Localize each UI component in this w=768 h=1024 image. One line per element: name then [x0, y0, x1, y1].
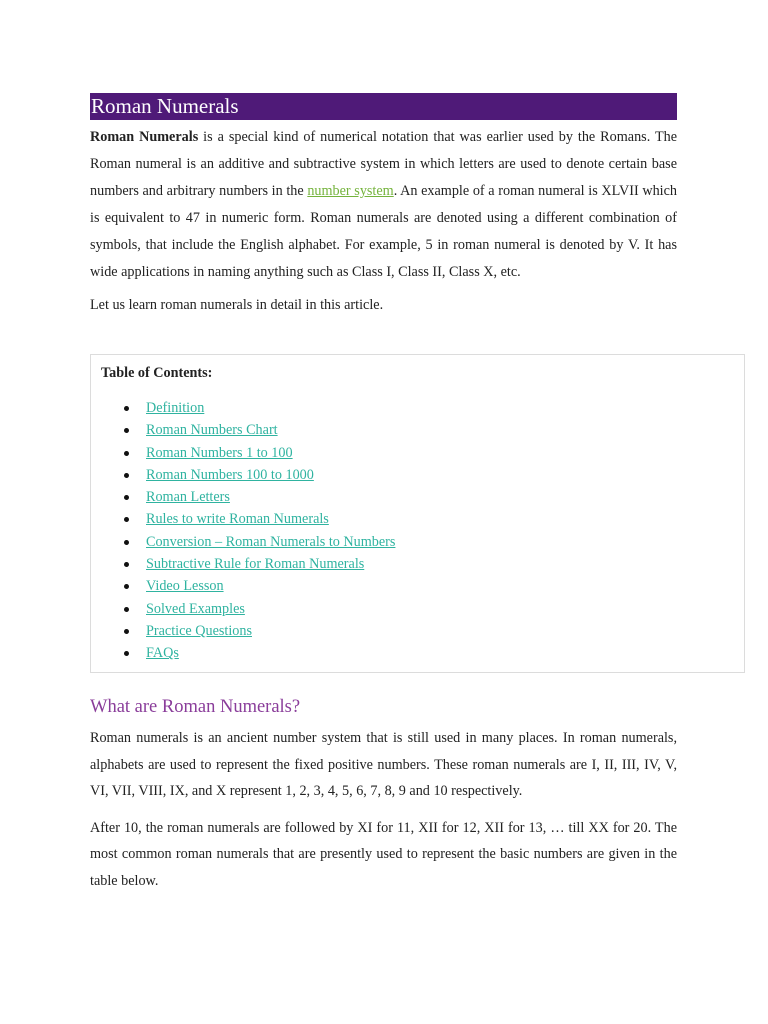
page-title: Roman Numerals [90, 93, 677, 120]
toc-item-roman-numbers-1-to-100 [91, 442, 395, 464]
lead-sentence: Let us learn roman numerals in detail in this article. [90, 297, 384, 313]
intro-bold-term: Roman Numerals [90, 129, 199, 145]
toc-item-rules [91, 508, 395, 530]
toc-item-subtractive-rule [91, 553, 395, 575]
toc-item-solved-examples [91, 598, 395, 620]
toc-link-conversion[interactable]: Conversion – Roman Numerals to Numbers [146, 533, 396, 550]
article [90, 93, 677, 315]
section-paragraph-2: After 10, the roman numerals are followed by XI for 11, XII for 12, XII for 13, … till XX for 20. The most common roman numerals that are presently used to represent the basic numbers are given in the table below. [90, 819, 677, 889]
toc-item-roman-numbers-chart [91, 419, 395, 441]
toc-link-roman-numbers-100-to-1000[interactable]: Roman Numbers 100 to 1000 [146, 466, 314, 483]
toc-title: Table of Contents: [101, 365, 213, 381]
toc-list [91, 397, 395, 665]
toc-link-roman-numbers-1-to-100[interactable]: Roman Numbers 1 to 100 [146, 444, 293, 461]
section-paragraph-1: Roman numerals is an ancient number system that is still used in many places. In roman numerals, alphabets are used to represent the fixed positive numbers. These roman numerals are I, II, III, IV, V, VI, VII, VIII, IX, and X represent 1, 2, 3, 4, 5, 6, 7, 8, 9 and 10 respectively. [90, 730, 677, 799]
toc-link-video-lesson[interactable]: Video Lesson [146, 578, 224, 595]
toc-link-definition[interactable]: Definition [146, 400, 205, 416]
toc-item-roman-numbers-100-to-1000 [91, 464, 395, 486]
intro-text-after-link: . An example of a roman numeral is XLVII which is equivalent to 47 in numeric form. Roman numerals are denoted using a different combination of symbols, that include the English alphabet. For example, 5 in roman numeral is denoted by V. It has wide applications in naming anything such as Class I, Class II, Class X, etc. [90, 183, 677, 280]
toc-link-solved-examples[interactable]: Solved Examples [146, 600, 245, 617]
intro-paragraph [90, 124, 677, 286]
what-are-roman-numerals-section [90, 694, 677, 894]
toc-item-roman-letters [91, 486, 395, 508]
toc-item-faqs [91, 642, 395, 664]
toc-link-subtractive-rule[interactable]: Subtractive Rule for Roman Numerals [146, 556, 365, 573]
number-system-link[interactable]: number system [307, 183, 394, 199]
toc-item-conversion [91, 531, 395, 553]
toc-link-practice-questions[interactable]: Practice Questions [146, 622, 252, 639]
toc-item-definition [91, 397, 395, 419]
intro-text-before-link: is a special kind of numerical notation that was earlier used by the Romans. The Roman numeral is an additive and subtractive system in which letters are used to denote certain base numbers and arbitrary numbers in the [90, 129, 677, 199]
section-heading: What are Roman Numerals? [90, 697, 301, 717]
toc-link-faqs[interactable]: FAQs [146, 645, 179, 662]
table-of-contents [90, 354, 745, 673]
toc-item-practice-questions [91, 620, 395, 642]
toc-link-roman-numbers-chart[interactable]: Roman Numbers Chart [146, 422, 278, 439]
toc-link-rules[interactable]: Rules to write Roman Numerals [146, 511, 329, 528]
toc-item-video-lesson [91, 575, 395, 597]
toc-link-roman-letters[interactable]: Roman Letters [146, 489, 230, 506]
